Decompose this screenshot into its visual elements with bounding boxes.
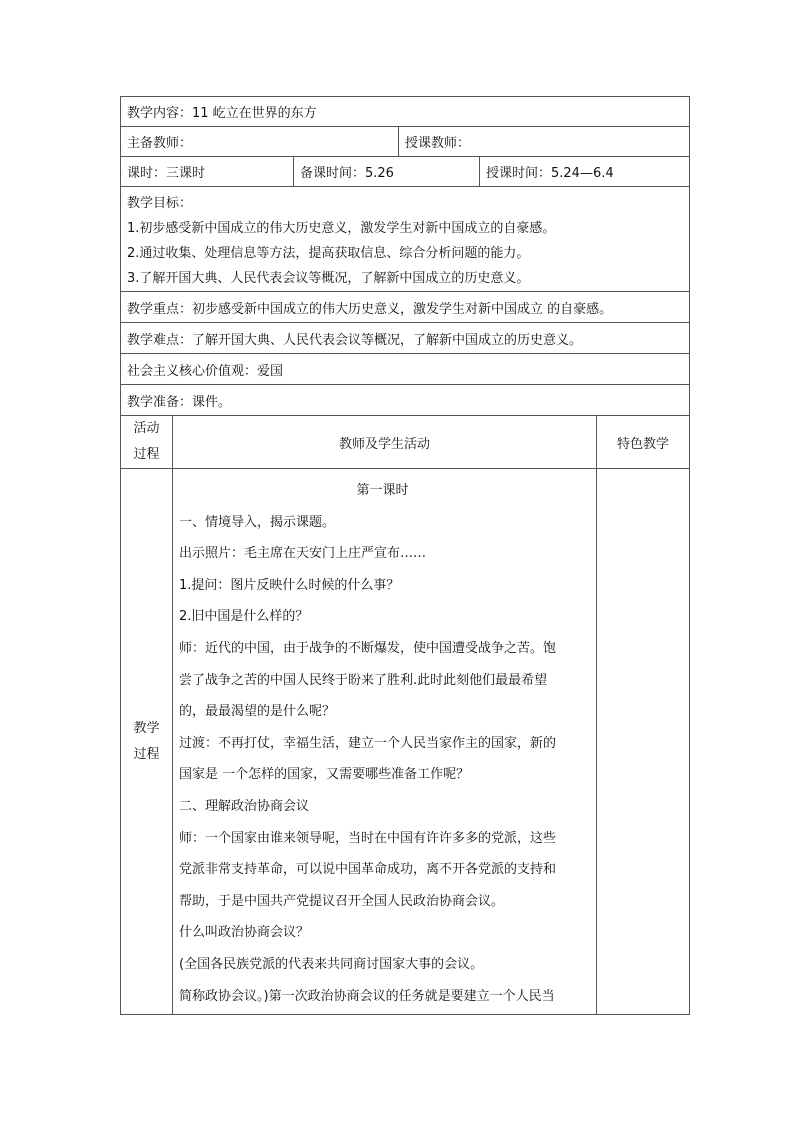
- core-values: 社会主义核心价值观：爱国: [121, 354, 690, 385]
- key-point-row: [121, 292, 690, 323]
- body-line: 的，最最渴望的是什么呢？: [179, 704, 336, 720]
- activities-body: [173, 469, 597, 1015]
- values-row: [121, 354, 690, 385]
- body-line: 尝了战争之苦的中国人民终于盼来了胜利.此时此刻他们最最希望: [179, 672, 548, 688]
- goals-title: 教学目标：: [127, 196, 193, 211]
- features-body: [597, 469, 690, 1015]
- time-row: [121, 157, 690, 187]
- teacher-row: [121, 127, 690, 157]
- body-line: 帮助，于是中国共产党提议召开全国人民政治协商会议。: [179, 893, 505, 909]
- difficulty-row: [121, 323, 690, 354]
- body-line: 出示照片：毛主席在天安门上庄严宣布……: [179, 546, 427, 562]
- body-line: 一、情境导入，揭示课题。: [179, 514, 336, 530]
- lesson-plan-page: [120, 96, 689, 1015]
- teaching-content: 教学内容：11 屹立在世界的东方: [121, 97, 690, 127]
- process-header: 活动 过程: [121, 416, 173, 469]
- activity-header-row: [121, 416, 690, 469]
- preparation-row: [121, 385, 690, 416]
- process-side-label: 教学 过程: [121, 469, 173, 1015]
- body-line: 什么叫政治协商会议？: [179, 925, 310, 941]
- body-line: 1.提问：图片反映什么时候的什么事？: [179, 577, 400, 593]
- features-header: 特色教学: [597, 416, 690, 469]
- activities-header: 教师及学生活动: [173, 416, 597, 469]
- body-line: 党派非常支持革命，可以说中国革命成功，离不开各党派的支持和: [179, 862, 557, 878]
- body-line: 过渡：不再打仗，幸福生活，建立一个人民当家作主的国家，新的: [179, 735, 557, 751]
- body-line: 二、理解政治协商会议: [179, 798, 310, 814]
- body-line: 师：近代的中国，由于战争的不断爆发，使中国遭受战争之苦。饱: [179, 640, 557, 656]
- body-line: 2.旧中国是什么样的？: [179, 609, 309, 625]
- body-line: (全国各民族党派的代表来共同商讨国家大事的会议。: [179, 956, 484, 972]
- lecture-teacher: 授课教师：: [399, 127, 690, 157]
- lecture-time: 授课时间：5.24—6.4: [480, 157, 690, 187]
- goals-row: [121, 187, 690, 292]
- body-line: 简称政协会议。)第一次政治协商会议的任务就是要建立一个人民当: [179, 988, 555, 1004]
- body-line: 师：一个国家由谁来领导呢，当时在中国有许许多多的党派，这些: [179, 830, 557, 846]
- goal-item: 3.了解开国大典、人民代表会议等概况，了解新中国成立的历史意义。: [127, 271, 530, 286]
- activity-body-row: [121, 469, 690, 1015]
- body-line: 国家是 一个怎样的国家，又需要哪些准备工作呢？: [179, 767, 470, 783]
- lesson-title: 第一课时: [356, 483, 409, 498]
- key-point: 教学重点：初步感受新中国成立的伟大历史意义，激发学生对新中国成立 的自豪感。: [121, 292, 690, 323]
- content-row: [121, 97, 690, 127]
- prep-time: 备课时间：5.26: [294, 157, 480, 187]
- goal-item: 2.通过收集、处理信息等方法，提高获取信息、综合分析问题的能力。: [127, 246, 530, 261]
- lesson-plan-table: [120, 96, 690, 1015]
- teaching-goals: [121, 187, 690, 292]
- main-teacher: 主备教师：: [121, 127, 399, 157]
- goal-item: 1.初步感受新中国成立的伟大历史意义，激发学生对新中国成立的自豪感。: [127, 221, 556, 236]
- class-periods: 课时：三课时: [121, 157, 294, 187]
- difficulty: 教学难点：了解开国大典、人民代表会议等概况，了解新中国成立的历史意义。: [121, 323, 690, 354]
- preparation: 教学准备：课件。: [121, 385, 690, 416]
